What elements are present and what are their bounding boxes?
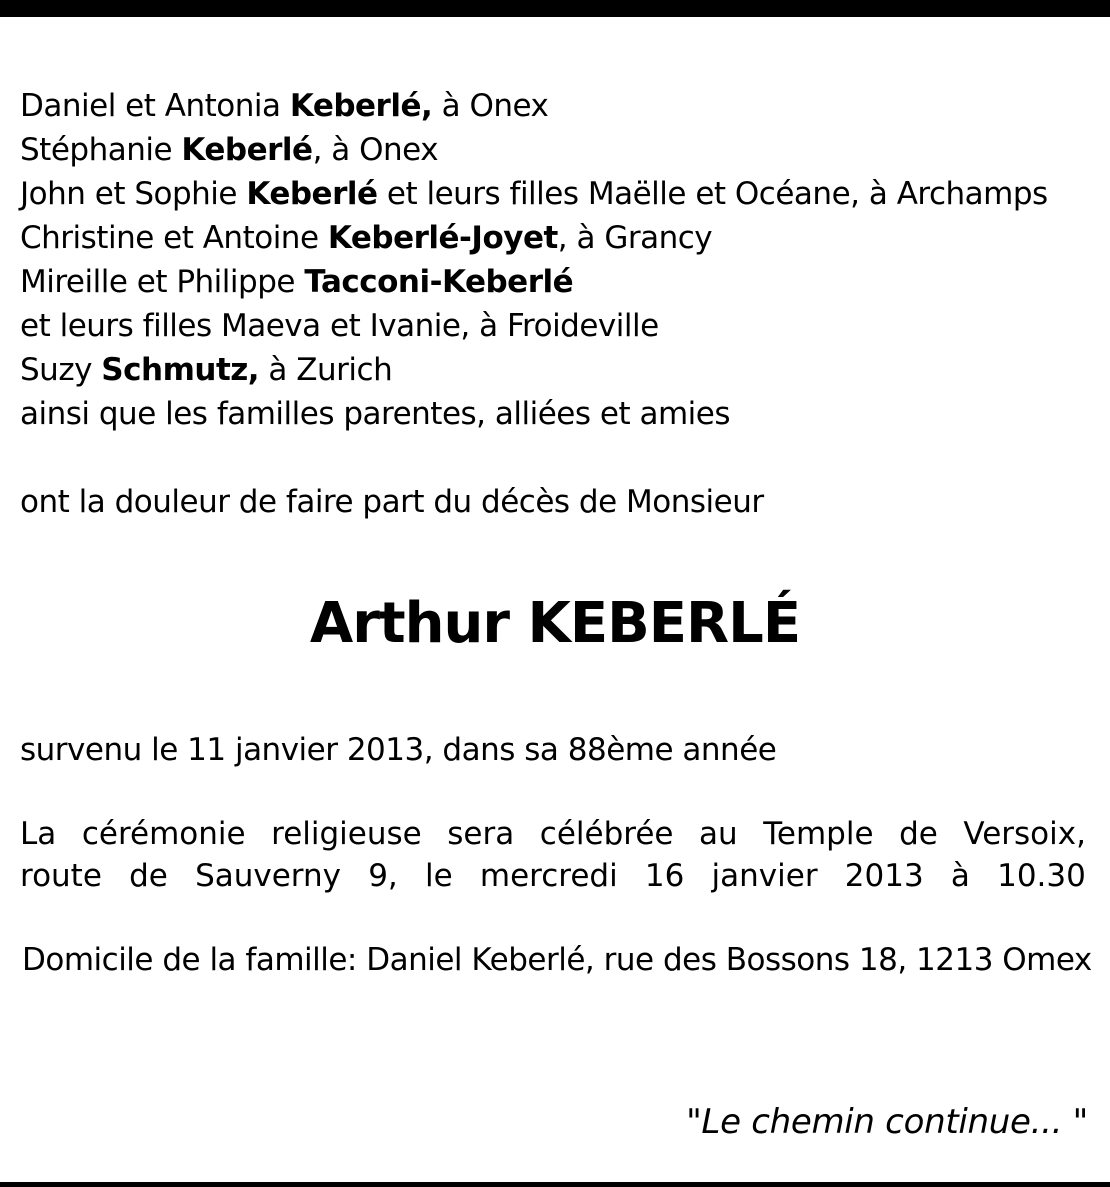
ceremony-line-1: La cérémonie religieuse sera célébrée au Temple de Versoix, (20, 816, 1086, 852)
family-line-2: Stéphanie Keberlé, à Onex (20, 132, 439, 168)
family-line-1: Daniel et Antonia Keberlé, à Onex (20, 88, 549, 124)
top-border-rule (0, 0, 1110, 17)
family-line-6: et leurs filles Maeva et Ivanie, à Froideville (20, 308, 659, 344)
domicile-text: Domicile de la famille: Daniel Keberlé, rue des Bossons 18, 1213 Omex (22, 942, 1092, 978)
closing-quote: "Le chemin continue... " (686, 1102, 1088, 1142)
ceremony-line-2: route de Sauverny 9, le mercredi 16 janvier 2013 à 10.30 (20, 858, 1086, 894)
family-line-4: Christine et Antoine Keberlé-Joyet, à Grancy (20, 220, 713, 256)
deceased-name: Arthur KEBERLÉ (309, 591, 801, 656)
passing-text: survenu le 11 janvier 2013, dans sa 88ème année (20, 732, 777, 768)
announcement-text: ont la douleur de faire part du décès de Monsieur (20, 484, 764, 520)
family-line-5: Mireille et Philippe Tacconi-Keberlé (20, 264, 574, 300)
family-line-7: Suzy Schmutz, à Zurich (20, 352, 393, 388)
family-line-8: ainsi que les familles parentes, alliées et amies (20, 396, 730, 432)
bottom-border-rule (0, 1182, 1110, 1187)
family-line-3: John et Sophie Keberlé et leurs filles Maëlle et Océane, à Archamps (20, 176, 1048, 212)
